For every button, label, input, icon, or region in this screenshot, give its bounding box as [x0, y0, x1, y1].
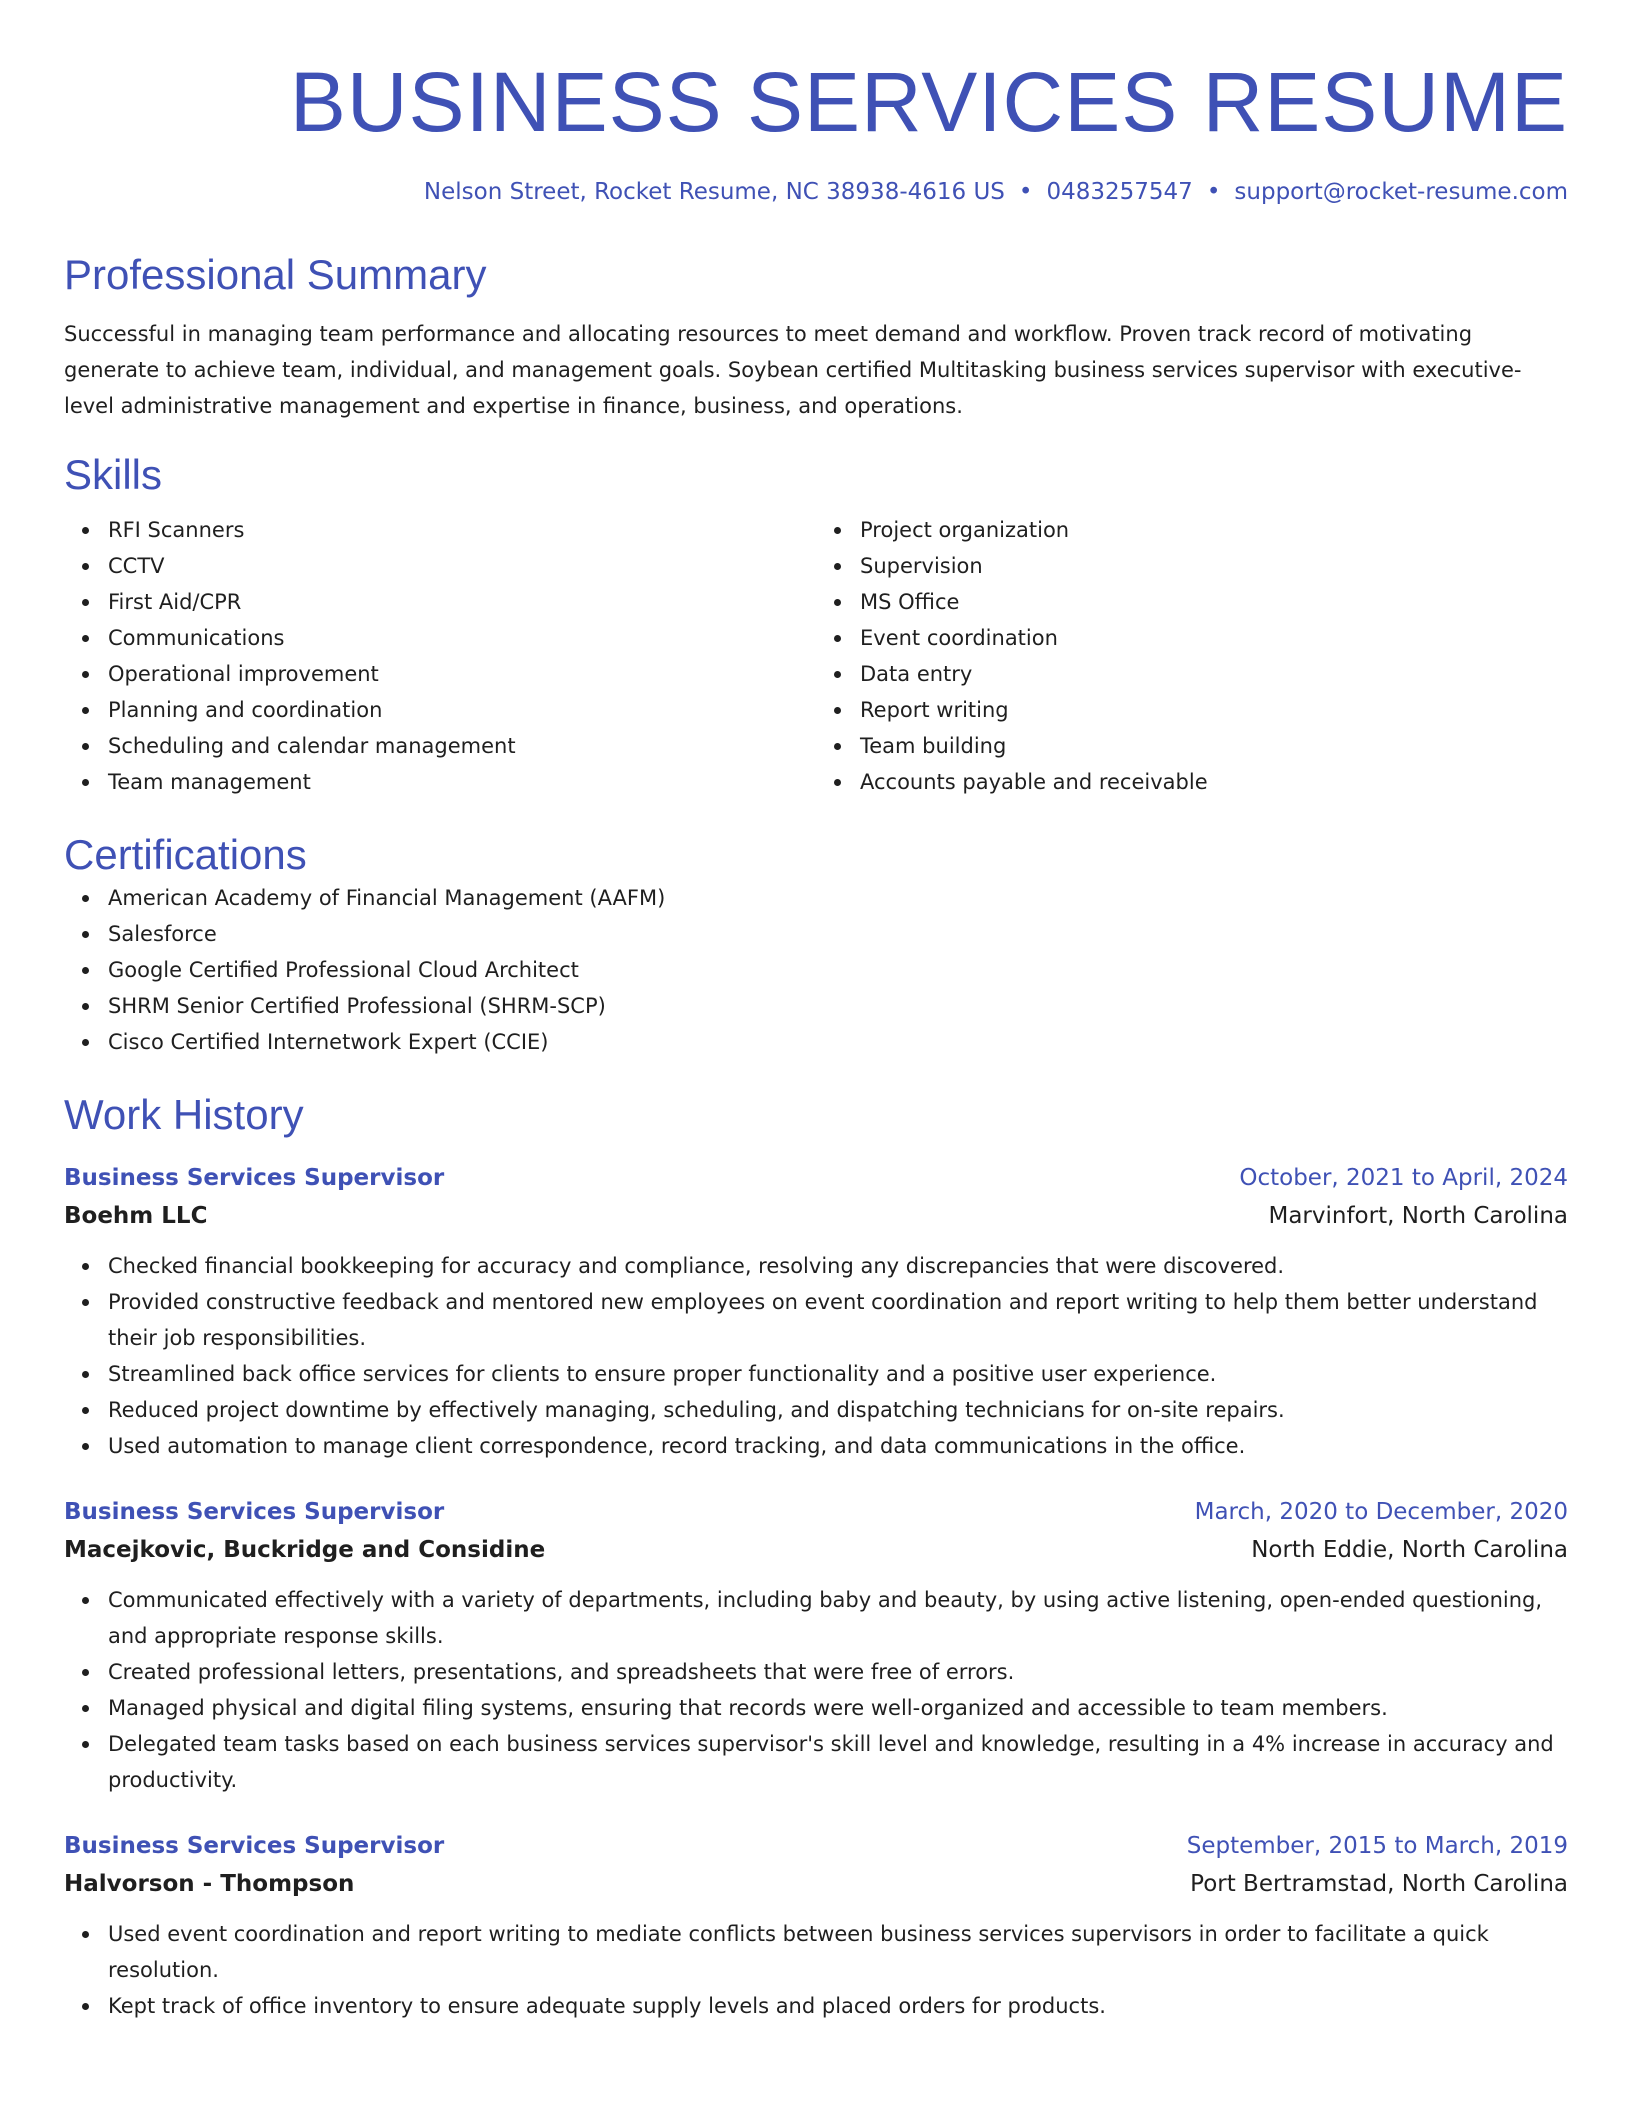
- job-location: Port Bertramstad, North Carolina: [1190, 1871, 1568, 1897]
- job-dates: October, 2021 to April, 2024: [1239, 1165, 1568, 1191]
- resume-title: BUSINESS SERVICES RESUME: [289, 55, 1568, 149]
- job-bullet: Managed physical and digital filing systems, ensuring that records were well-organized and accessible to team members.: [108, 1690, 1568, 1726]
- skill-item: MS Office: [860, 584, 1568, 620]
- job-subheader: [64, 1530, 1568, 1570]
- job-bullets: [64, 1248, 1568, 1464]
- skill-item: Operational improvement: [108, 656, 816, 692]
- skills-heading: Skills: [64, 451, 163, 498]
- skill-item: First Aid/CPR: [108, 584, 816, 620]
- job-title: Business Services Supervisor: [64, 1499, 445, 1525]
- job-header: [64, 1160, 1568, 1196]
- summary-heading: Professional Summary: [64, 251, 487, 298]
- job-company: Macejkovic, Buckridge and Considine: [64, 1537, 546, 1563]
- skill-item: Data entry: [860, 656, 1568, 692]
- skill-item: Event coordination: [860, 620, 1568, 656]
- job-header: [64, 1828, 1568, 1864]
- job-title: Business Services Supervisor: [64, 1833, 445, 1859]
- job-dates: March, 2020 to December, 2020: [1194, 1499, 1568, 1525]
- job-entry: [64, 1828, 1568, 2024]
- certification-item: Cisco Certified Internetwork Expert (CCIE): [108, 1024, 1568, 1060]
- certification-item: Google Certified Professional Cloud Architect: [108, 952, 1568, 988]
- job-subheader: [64, 1196, 1568, 1236]
- job-bullet: Streamlined back office services for clients to ensure proper functionality and a positive user experience.: [108, 1356, 1568, 1392]
- skills-column-right: [816, 512, 1568, 800]
- certifications-heading: Certifications: [64, 831, 307, 878]
- job-bullet: Created professional letters, presentations, and spreadsheets that were free of errors.: [108, 1654, 1568, 1690]
- resume-page: [64, 0, 1568, 2024]
- skill-item: Report writing: [860, 692, 1568, 728]
- skill-item: Accounts payable and receivable: [860, 764, 1568, 800]
- skill-item: RFI Scanners: [108, 512, 816, 548]
- skill-item: Communications: [108, 620, 816, 656]
- contact-separator: •: [1206, 179, 1221, 205]
- job-dates: September, 2015 to March, 2019: [1186, 1833, 1568, 1859]
- contact-separator: •: [1018, 179, 1033, 205]
- job-bullet: Communicated effectively with a variety of departments, including baby and beauty, by using active listening, open-ended questioning, and appropriate response skills.: [108, 1582, 1568, 1654]
- skill-item: Project organization: [860, 512, 1568, 548]
- job-location: Marvinfort, North Carolina: [1268, 1203, 1568, 1229]
- certification-item: American Academy of Financial Management (AAFM): [108, 880, 1568, 916]
- job-entry: [64, 1160, 1568, 1464]
- certifications-list: [64, 880, 1568, 1060]
- job-location: North Eddie, North Carolina: [1251, 1537, 1568, 1563]
- job-bullet: Kept track of office inventory to ensure adequate supply levels and placed orders for products.: [108, 1988, 1568, 2024]
- job-bullet: Reduced project downtime by effectively managing, scheduling, and dispatching technicians for on-site repairs.: [108, 1392, 1568, 1428]
- job-entry: [64, 1494, 1568, 1798]
- skill-item: CCTV: [108, 548, 816, 584]
- skills-column-left: [64, 512, 816, 800]
- work-history-heading: Work History: [64, 1091, 304, 1138]
- skill-item: Team building: [860, 728, 1568, 764]
- certification-item: SHRM Senior Certified Professional (SHRM-SCP): [108, 988, 1568, 1024]
- job-company: Halvorson - Thompson: [64, 1871, 355, 1897]
- skill-item: Planning and coordination: [108, 692, 816, 728]
- skill-item: Scheduling and calendar management: [108, 728, 816, 764]
- job-bullet: Checked financial bookkeeping for accuracy and compliance, resolving any discrepancies that were discovered.: [108, 1248, 1568, 1284]
- skill-item: Team management: [108, 764, 816, 800]
- job-bullet: Used event coordination and report writing to mediate conflicts between business services supervisors in order to facilitate a quick resolution.: [108, 1916, 1568, 1988]
- certification-item: Salesforce: [108, 916, 1568, 952]
- summary-text: Successful in managing team performance and allocating resources to meet demand and workflow. Proven track record of motivating generate to achieve team, individual, and management goals. Soybean certified Multitasking business services supervisor with executive-level administrative management and expertise in finance, business, and operations.: [64, 322, 1522, 418]
- job-header: [64, 1494, 1568, 1530]
- contact-address: Nelson Street, Rocket Resume, NC 38938-4616 US: [423, 179, 1005, 205]
- contact-email: support@rocket-resume.com: [1234, 179, 1568, 205]
- job-company: Boehm LLC: [64, 1203, 208, 1229]
- job-bullets: [64, 1582, 1568, 1798]
- contact-phone: 0483257547: [1046, 179, 1193, 205]
- contact-line: [64, 176, 1568, 208]
- job-bullet: Used automation to manage client correspondence, record tracking, and data communications in the office.: [108, 1428, 1568, 1464]
- skills-list: [64, 512, 1568, 800]
- job-title: Business Services Supervisor: [64, 1165, 445, 1191]
- job-bullet: Delegated team tasks based on each business services supervisor's skill level and knowledge, resulting in a 4% increase in accuracy and productivity.: [108, 1726, 1568, 1798]
- job-bullet: Provided constructive feedback and mentored new employees on event coordination and report writing to help them better understand their job responsibilities.: [108, 1284, 1568, 1356]
- skill-item: Supervision: [860, 548, 1568, 584]
- job-bullets: [64, 1916, 1568, 2024]
- job-subheader: [64, 1864, 1568, 1904]
